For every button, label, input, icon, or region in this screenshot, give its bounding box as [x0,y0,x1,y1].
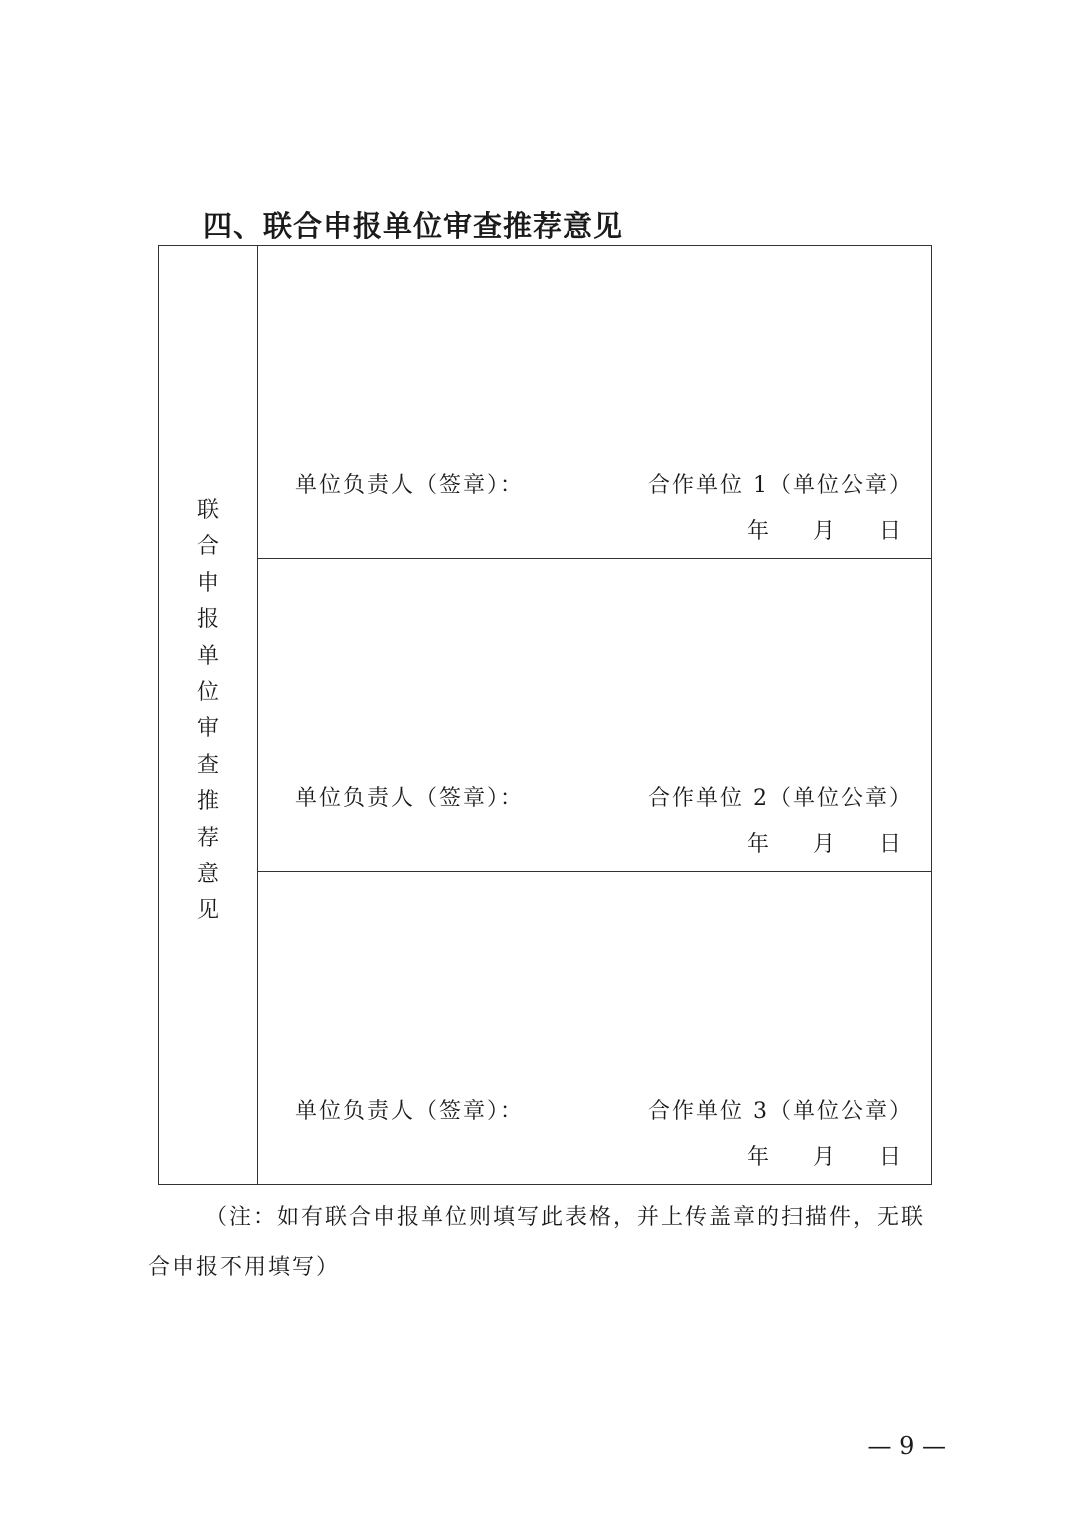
partner-row-1[interactable] [258,246,931,559]
partner-row-3[interactable] [258,872,931,1185]
signer-label: 单位负责人（签章）： [295,1099,525,1124]
signer-label: 单位负责人（签章）： [295,786,525,811]
date-day: 日 [878,519,901,544]
date-year: 年 [746,832,769,857]
seal-label: 合作单位 3（单位公章） [648,1099,913,1124]
date-day: 日 [878,832,901,857]
joint-review-table [158,245,932,1185]
seal-label: 合作单位 2（单位公章） [648,786,913,811]
side-label-text: 联 合 申 报 单 位 审 查 推 荐 意 见 [196,498,219,924]
partner-row-2[interactable] [258,559,931,872]
date-line [747,1140,901,1171]
signer-label: 单位负责人（签章）： [295,473,525,498]
side-label-cell [159,246,258,1184]
date-line [747,827,901,858]
seal-label: 合作单位 1（单位公章） [648,473,913,498]
date-year: 年 [746,519,769,544]
section-title: 四、联合申报单位审查推荐意见 [203,209,624,243]
date-day: 日 [878,1145,901,1170]
note-line-1: （注：如有联合申报单位则填写此表格，并上传盖章的扫描件，无联 [205,1205,926,1230]
date-year: 年 [746,1145,769,1170]
note-line-2: 合申报不用填写） [148,1255,341,1280]
page-number: — 9 — [867,1432,946,1460]
date-month: 月 [812,519,835,544]
date-month: 月 [812,1145,835,1170]
date-line [747,514,901,545]
date-month: 月 [812,832,835,857]
